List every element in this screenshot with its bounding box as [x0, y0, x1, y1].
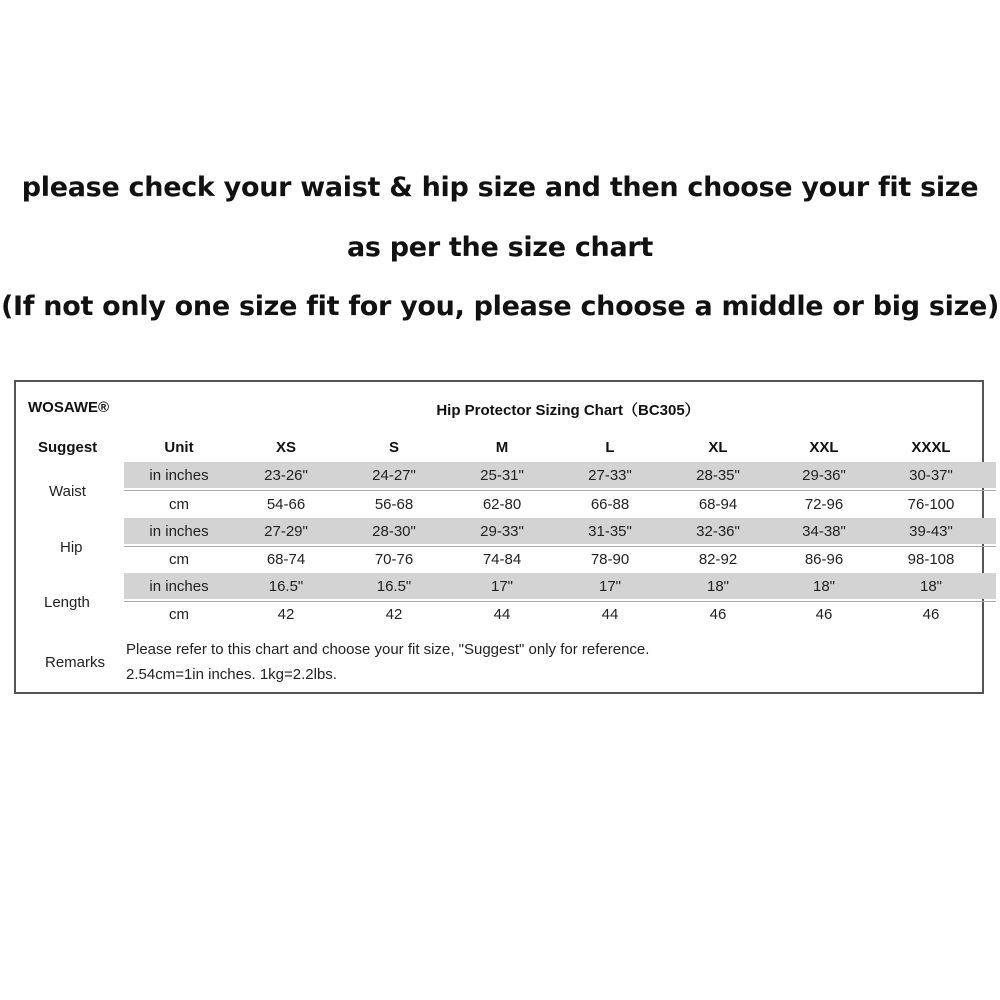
hip-inches-unit: in inches — [149, 523, 209, 540]
length-cm-s: 42 — [385, 606, 403, 623]
hip-label: Hip — [60, 539, 83, 556]
waist-inches-xxl: 29-36" — [802, 467, 846, 484]
suggest-header: Suggest — [38, 439, 98, 456]
waist-inches-s: 24-27" — [372, 467, 416, 484]
length-cm-xxl: 46 — [815, 606, 833, 623]
hip-inches-band — [124, 518, 996, 544]
remarks-label: Remarks — [45, 654, 106, 671]
waist-inches-m: 25-31" — [480, 467, 524, 484]
length-cm-m: 44 — [493, 606, 511, 623]
length-cm-unit: cm — [169, 606, 189, 623]
length-inches-s: 16.5" — [376, 578, 412, 595]
size-header-xxxl: XXXL — [911, 439, 951, 456]
unit-header: Unit — [164, 439, 194, 456]
size-header-s: S — [388, 439, 400, 456]
chart-title: Hip Protector Sizing Chart（BC305） — [436, 402, 700, 419]
length-cm-l: 44 — [601, 606, 619, 623]
length-inches-xxxl: 18" — [919, 578, 943, 595]
length-inches-l: 17" — [598, 578, 622, 595]
waist-cm-m: 62-80 — [482, 496, 522, 513]
length-inches-band — [124, 573, 996, 599]
waist-cm-s: 56-68 — [374, 496, 414, 513]
instruction-heading-line-2: as per the size chart — [346, 232, 653, 263]
waist-inches-band — [124, 462, 996, 488]
waist-inches-l: 27-33" — [588, 467, 632, 484]
length-inches-unit: in inches — [149, 578, 209, 595]
hip-cm-xs: 68-74 — [266, 551, 306, 568]
hip-inches-xxl: 34-38" — [802, 523, 846, 540]
hip-cm-m: 74-84 — [482, 551, 522, 568]
length-cm-xs: 42 — [277, 606, 295, 623]
size-header-l: L — [605, 439, 615, 456]
waist-inches-unit: in inches — [149, 467, 209, 484]
waist-inches-xl: 28-35" — [696, 467, 740, 484]
size-header-xs: XS — [275, 439, 297, 456]
hip-cm-unit: cm — [169, 551, 189, 568]
waist-label: Waist — [49, 483, 86, 500]
row-divider — [124, 601, 996, 602]
size-header-xl: XL — [708, 439, 728, 456]
hip-inches-xl: 32-36" — [696, 523, 740, 540]
waist-cm-xl: 68-94 — [698, 496, 738, 513]
waist-inches-xxxl: 30-37" — [909, 467, 953, 484]
length-inches-m: 17" — [490, 578, 514, 595]
waist-inches-xs: 23-26" — [264, 467, 308, 484]
row-divider — [124, 490, 996, 491]
hip-cm-xxxl: 98-108 — [907, 551, 955, 568]
hip-inches-m: 29-33" — [480, 523, 524, 540]
remarks-line-1: Please refer to this chart and choose your fit size, "Suggest" only for reference. — [126, 641, 650, 658]
size-chart-table — [14, 380, 984, 694]
length-inches-xl: 18" — [706, 578, 730, 595]
length-inches-xs: 16.5" — [268, 578, 304, 595]
hip-inches-xs: 27-29" — [264, 523, 308, 540]
instruction-heading-line-1: please check your waist & hip size and then choose your fit size — [21, 172, 979, 203]
waist-cm-xs: 54-66 — [266, 496, 306, 513]
hip-cm-l: 78-90 — [590, 551, 630, 568]
brand-name: WOSAWE® — [28, 399, 110, 416]
length-cm-xxxl: 46 — [922, 606, 940, 623]
size-header-xxl: XXL — [809, 439, 839, 456]
row-divider — [124, 546, 996, 547]
length-label: Length — [44, 594, 90, 611]
instruction-heading-line-3: (If not only one size fit for you, please choose a middle or big size) — [0, 291, 1000, 322]
size-header-m: M — [495, 439, 509, 456]
hip-inches-xxxl: 39-43" — [909, 523, 953, 540]
hip-cm-s: 70-76 — [374, 551, 414, 568]
length-cm-xl: 46 — [709, 606, 727, 623]
hip-cm-xl: 82-92 — [698, 551, 738, 568]
waist-cm-l: 66-88 — [590, 496, 630, 513]
remarks-line-2: 2.54cm=1in inches. 1kg=2.2lbs. — [126, 666, 337, 683]
waist-cm-xxl: 72-96 — [804, 496, 844, 513]
hip-cm-xxl: 86-96 — [804, 551, 844, 568]
hip-inches-s: 28-30" — [372, 523, 416, 540]
hip-inches-l: 31-35" — [588, 523, 632, 540]
waist-cm-unit: cm — [169, 496, 189, 513]
length-inches-xxl: 18" — [812, 578, 836, 595]
waist-cm-xxxl: 76-100 — [907, 496, 955, 513]
